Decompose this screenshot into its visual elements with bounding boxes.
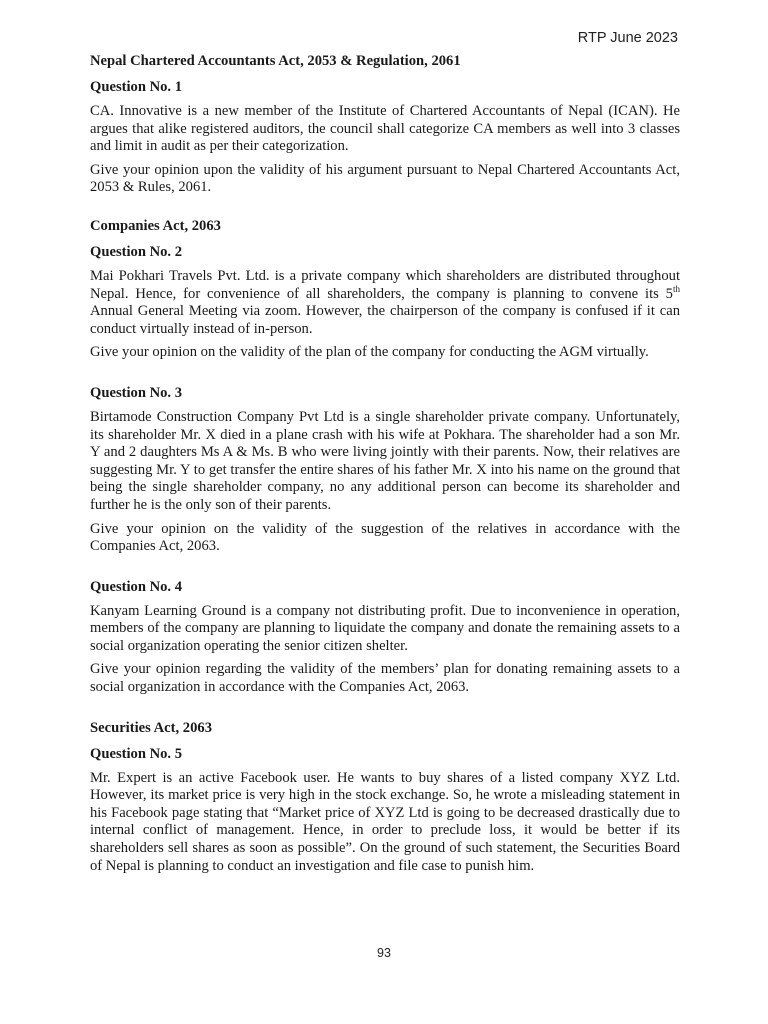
question-1-text: CA. Innovative is a new member of the Institute of Chartered Accountants of Nepal (ICAN). He argues that alike registered auditors, the council shall categorize CA members as well into 3 classes and limit in audit as per their categorization. [90, 103, 680, 155]
question-heading-2: Question No. 2 [90, 243, 183, 260]
running-header: RTP June 2023 [577, 30, 678, 46]
question-4-text: Kanyam Learning Ground is a company not distributing profit. Due to inconvenience in operation, members of the company are planning to liquidate the company and donate the remaining assets to a social organization operating the senior citizen shelter. [90, 602, 680, 654]
question-1-prompt: Give your opinion upon the validity of his argument pursuant to Nepal Chartered Accountants Act, 2053 & Rules, 2061. [90, 161, 680, 196]
question-5-text: Mr. Expert is an active Facebook user. He wants to buy shares of a listed company XYZ Ltd. However, its market price is very high in the stock exchange. So, he wrote a misleading statement in his Facebook page stating that “Market price of XYZ Ltd is going to be decreased drastically due to internal conflict of management. Hence, in order to preclude loss, it would be better if its shareholders sell shares as soon as possible”. On the ground of such statement, the Securities Board of Nepal is planning to conduct an investigation and file case to punish him. [90, 769, 680, 874]
question-3-text: Birtamode Construction Company Pvt Ltd is a single shareholder private company. Unfortunately, its shareholder Mr. X died in a plane crash with his wife at Pokhara. The shareholder had a son Mr. Y and 2 daughters Ms A & Ms. B who were living jointly with their parents. Now, their relatives are suggesting Mr. Y to get transfer the entire shares of his father Mr. X into his name on the ground that being the single shareholder company, no any additional person can become its shareholder and further he is the only son of their parents. [90, 408, 680, 513]
section-title-nca: Nepal Chartered Accountants Act, 2053 & Regulation, 2061 [90, 53, 461, 69]
question-heading-5: Question No. 5 [90, 745, 183, 762]
question-2-text-part-a: Mai Pokhari Travels Pvt. Ltd. is a private company which shareholders are distributed throughout Nepal. Hence, for convenience of all shareholders, the company is planning to convene its 5 [90, 267, 680, 302]
page-number: 93 [377, 946, 391, 960]
section-title-companies: Companies Act, 2063 [90, 217, 221, 234]
page-content [90, 52, 680, 875]
question-4-prompt: Give your opinion regarding the validity of the members’ plan for donating remaining assets to a social organization in accordance with the Companies Act, 2063. [90, 661, 680, 696]
question-heading-4: Question No. 4 [90, 578, 183, 595]
question-heading-1: Question No. 1 [90, 79, 183, 95]
question-2-text [90, 268, 680, 338]
question-3-prompt: Give your opinion on the validity of the suggestion of the relatives in accordance with the Companies Act, 2063. [90, 520, 680, 555]
question-2-prompt: Give your opinion on the validity of the plan of the company for conducting the AGM virtually. [90, 344, 649, 361]
question-heading-3: Question No. 3 [90, 384, 183, 401]
question-2-text-part-b: Annual General Meeting via zoom. However, the chairperson of the company is confused if it can conduct virtually instead of in-person. [90, 303, 680, 337]
ordinal-superscript: th [672, 283, 680, 294]
section-title-securities: Securities Act, 2063 [90, 719, 212, 736]
